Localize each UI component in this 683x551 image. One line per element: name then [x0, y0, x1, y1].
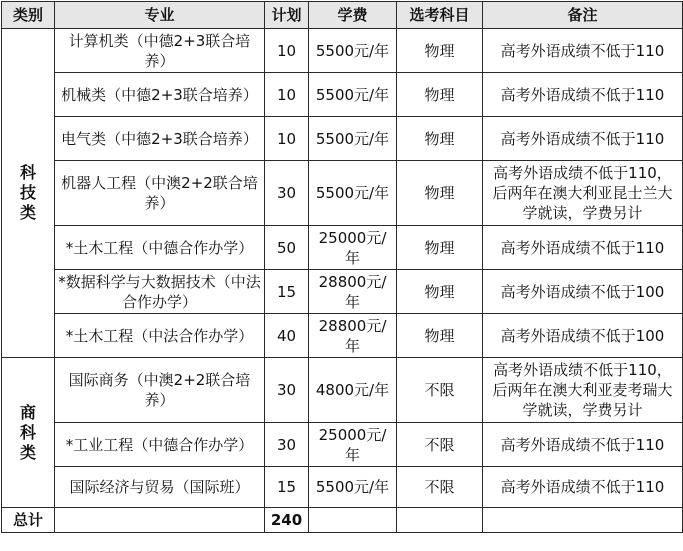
major-cell: 电气类（中德2+3联合培养） [55, 117, 265, 161]
major-cell: *土木工程（中德合作办学） [55, 226, 265, 270]
header-fee: 学费 [309, 2, 397, 29]
total-empty-cell [55, 508, 265, 533]
fee-cell: 4800元/年 [309, 358, 397, 423]
subject-cell: 物理 [397, 226, 483, 270]
plan-cell: 30 [265, 161, 309, 226]
note-cell: 高考外语成绩不低于110 [483, 423, 683, 467]
subject-cell: 物理 [397, 73, 483, 117]
subject-cell: 物理 [397, 117, 483, 161]
subject-cell: 物理 [397, 161, 483, 226]
fee-cell: 28800元/年 [309, 270, 397, 314]
category-char: 类 [19, 442, 36, 462]
table-row [2, 423, 683, 467]
note-cell: 高考外语成绩不低于110 [483, 73, 683, 117]
table-row [2, 314, 683, 358]
table-row [2, 270, 683, 314]
subject-cell: 不限 [397, 423, 483, 467]
note-cell: 高考外语成绩不低于110，后两年在澳大利亚麦考瑞大学就读，学费另计 [483, 358, 683, 423]
table-row [2, 73, 683, 117]
fee-cell: 5500元/年 [309, 117, 397, 161]
table-row [2, 467, 683, 508]
major-cell: 计算机类（中德2+3联合培养） [55, 29, 265, 73]
fee-cell: 25000元/年 [309, 423, 397, 467]
header-row [2, 2, 683, 29]
note-cell: 高考外语成绩不低于110 [483, 226, 683, 270]
fee-cell: 25000元/年 [309, 226, 397, 270]
total-label: 总计 [2, 508, 55, 533]
plan-cell: 10 [265, 29, 309, 73]
fee-cell: 5500元/年 [309, 73, 397, 117]
major-cell: 国际经济与贸易（国际班） [55, 467, 265, 508]
total-row [2, 508, 683, 533]
enrollment-plan-table [1, 1, 683, 533]
plan-cell: 30 [265, 423, 309, 467]
category-char: 商 [19, 402, 36, 422]
fee-cell: 5500元/年 [309, 29, 397, 73]
total-empty-cell [397, 508, 483, 533]
plan-cell: 10 [265, 117, 309, 161]
plan-cell: 50 [265, 226, 309, 270]
fee-cell: 5500元/年 [309, 161, 397, 226]
subject-cell: 物理 [397, 270, 483, 314]
header-plan: 计划 [265, 2, 309, 29]
total-empty-cell [309, 508, 397, 533]
total-plan: 240 [265, 508, 309, 533]
subject-cell: 不限 [397, 467, 483, 508]
plan-cell: 10 [265, 73, 309, 117]
header-category: 类别 [2, 2, 55, 29]
table-row [2, 117, 683, 161]
category-cell-tech [2, 29, 55, 358]
note-cell: 高考外语成绩不低于110 [483, 467, 683, 508]
header-note: 备注 [483, 2, 683, 29]
category-char: 科 [19, 163, 36, 182]
table-row [2, 161, 683, 226]
table-row [2, 29, 683, 73]
table-row [2, 226, 683, 270]
plan-cell: 15 [265, 270, 309, 314]
major-cell: *工业工程（中德合作办学） [55, 423, 265, 467]
plan-cell: 15 [265, 467, 309, 508]
major-cell: 机械类（中德2+3联合培养） [55, 73, 265, 117]
total-empty-cell [483, 508, 683, 533]
plan-cell: 40 [265, 314, 309, 358]
header-subject: 选考科目 [397, 2, 483, 29]
subject-cell: 不限 [397, 358, 483, 423]
note-cell: 高考外语成绩不低于110，后两年在澳大利亚昆士兰大学就读，学费另计 [483, 161, 683, 226]
subject-cell: 物理 [397, 314, 483, 358]
category-char: 技 [19, 183, 36, 202]
subject-cell: 物理 [397, 29, 483, 73]
note-cell: 高考外语成绩不低于100 [483, 270, 683, 314]
note-cell: 高考外语成绩不低于100 [483, 314, 683, 358]
major-cell: *土木工程（中法合作办学） [55, 314, 265, 358]
category-char: 类 [19, 203, 36, 222]
major-cell: 国际商务（中澳2+2联合培养） [55, 358, 265, 423]
major-cell: 机器人工程（中澳2+2联合培养） [55, 161, 265, 226]
category-cell-business [2, 358, 55, 508]
category-char: 科 [19, 422, 36, 442]
major-cell: *数据科学与大数据技术（中法合作办学） [55, 270, 265, 314]
fee-cell: 28800元/年 [309, 314, 397, 358]
header-major: 专业 [55, 2, 265, 29]
note-cell: 高考外语成绩不低于110 [483, 117, 683, 161]
note-cell: 高考外语成绩不低于110 [483, 29, 683, 73]
fee-cell: 5500元/年 [309, 467, 397, 508]
plan-cell: 30 [265, 358, 309, 423]
table-row [2, 358, 683, 423]
